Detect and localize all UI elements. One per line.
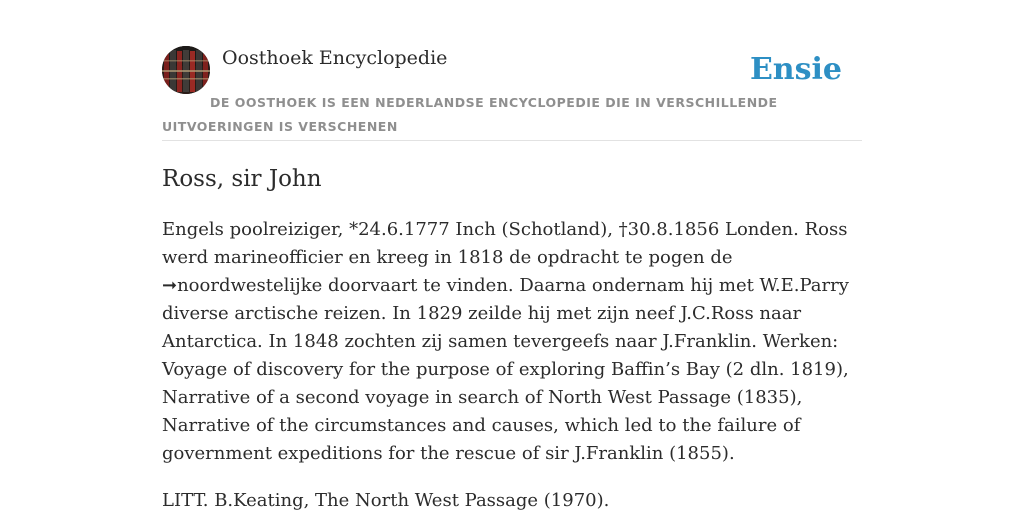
article-title: Ross, sir John (162, 166, 322, 192)
source-tagline: DE OOSTHOEK IS EEN NEDERLANDSE ENCYCLOPEDIE DIE IN VERSCHILLENDE UITVOERINGEN IS VERSCHENEN (162, 95, 778, 134)
books-icon[interactable] (162, 46, 210, 94)
article-paragraph: Engels poolreiziger, *24.6.1777 Inch (Schotland), †30.8.1856 Londen. Ross werd marineofficier en kreeg in 1818 de opdracht te pogen de ➞noordwestelijke doorvaart te vinden. Daarna ondernam hij met W.E.Parry diverse arctische reizen. In 1829 zeilde hij met zijn neef J.C.Ross naar Antarctica. In 1848 zochten zij samen tevergeefs naar J.Franklin. Werken: Voyage of discovery for the purpose of exploring Baffin’s Bay (2 dln. 1819), Narrative of a second voyage in search of North West Passage (1835), Narrative of the circumstances and causes, which led to the failure of government expeditions for the rescue of sir J.Franklin (1855). (162, 219, 849, 464)
article-literature: LITT. B.Keating, The North West Passage (1970). (162, 490, 610, 511)
brand-logo[interactable]: Ensie (749, 52, 842, 87)
article-body (162, 216, 867, 512)
source-header (162, 46, 862, 141)
source-name[interactable]: Oosthoek Encyclopedie (222, 47, 448, 69)
